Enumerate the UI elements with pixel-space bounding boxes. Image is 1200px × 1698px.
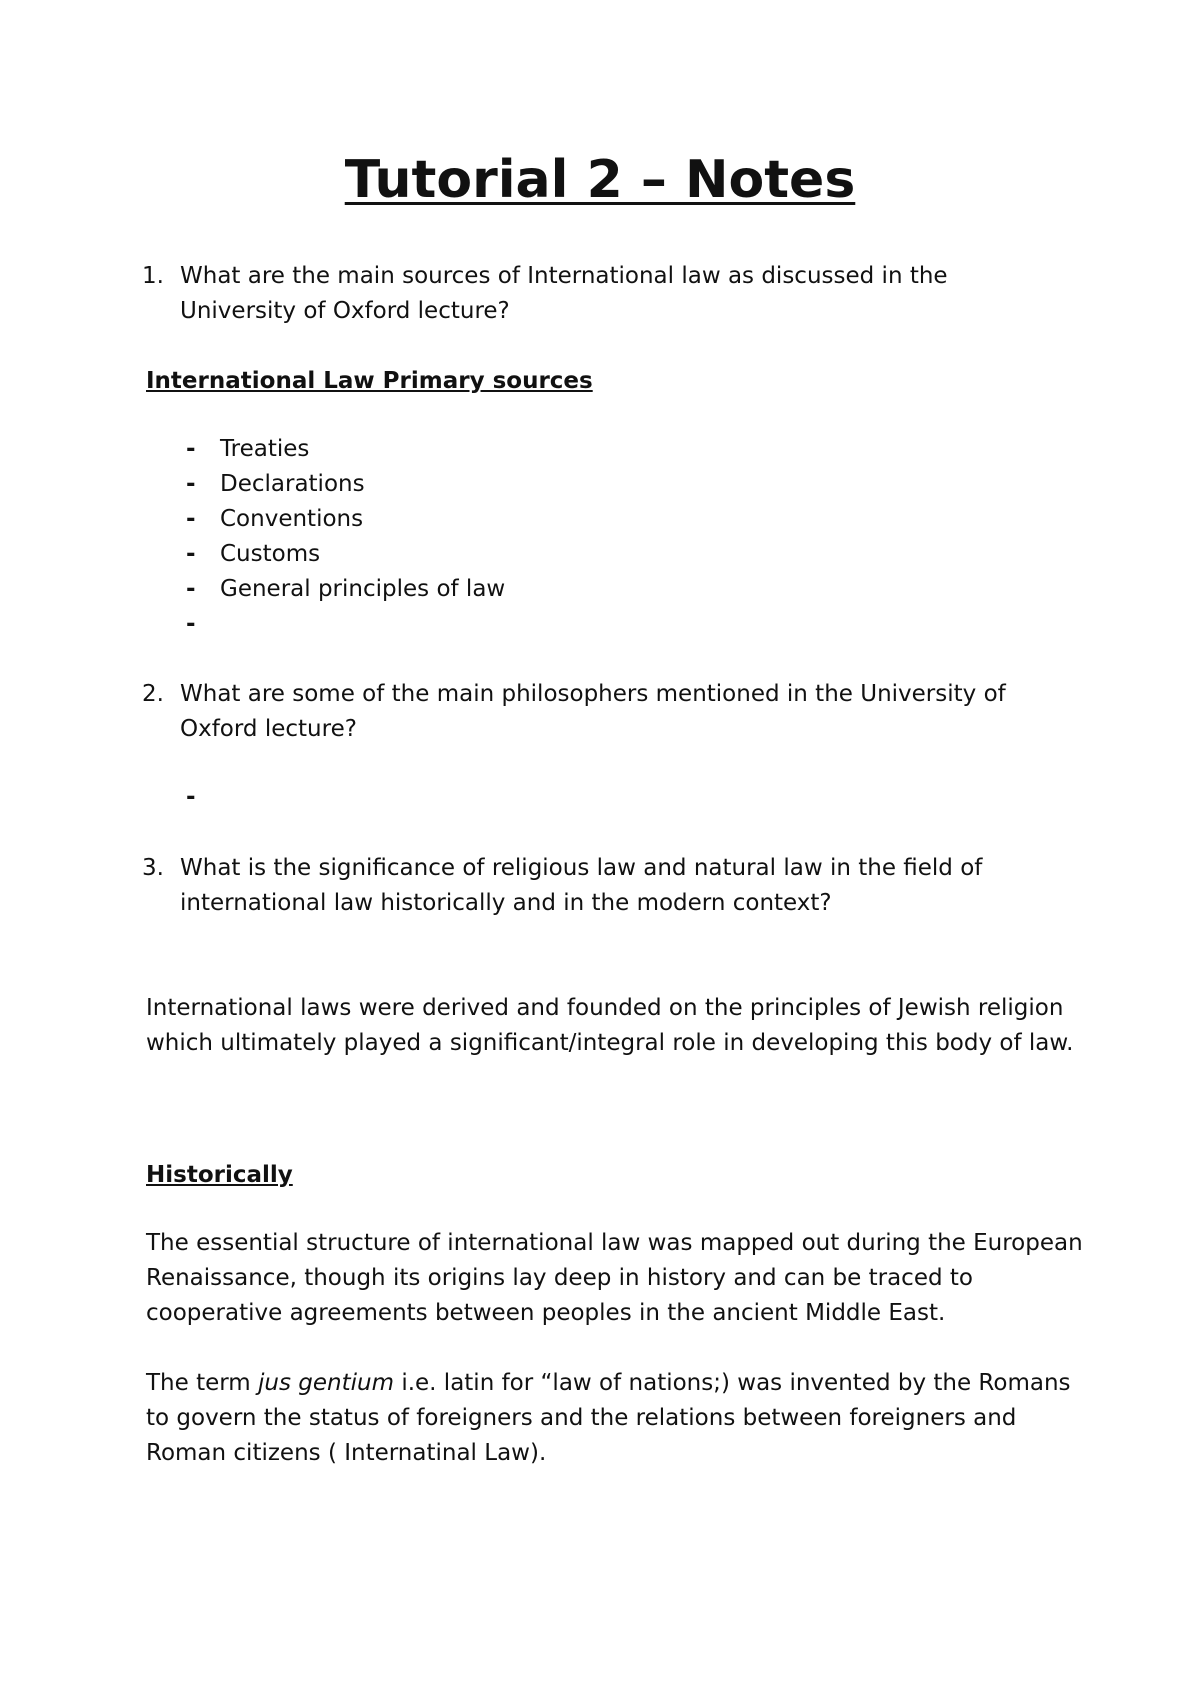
question-text: What is the significance of religious law and natural law in the field of international law historically and in the modern context? [180, 855, 983, 916]
question-3 [142, 851, 1060, 921]
primary-sources-list [146, 432, 505, 642]
primary-sources-heading: International Law Primary sources [146, 368, 593, 394]
question-text: What are some of the main philosophers mentioned in the University of Oxford lecture? [180, 681, 1006, 742]
bullet-dash: - [186, 576, 196, 602]
list-item [146, 607, 505, 642]
bullet-dash: - [186, 471, 196, 497]
bullet-dash: - [186, 611, 196, 637]
page-title: Tutorial 2 – Notes [344, 150, 856, 210]
list-item: - Declarations [146, 467, 505, 502]
list-item: - Treaties [146, 432, 505, 467]
question-2 [142, 677, 1060, 747]
list-item: - Conventions [146, 502, 505, 537]
question-number: 1. [142, 263, 164, 289]
question-number: 2. [142, 681, 164, 707]
question-number: 3. [142, 855, 164, 881]
historically-paragraph-2: The term jus gentium i.e. latin for “law of nations;) was invented by the Romans to govern the status of foreigners and the relations between foreigners and Roman citizens ( Internatinal Law). [146, 1370, 1071, 1466]
question-text: What are the main sources of International law as discussed in the University of Oxford lecture? [180, 263, 948, 324]
bullet-dash: - [186, 784, 196, 810]
historically-paragraph-1: The essential structure of international law was mapped out during the European Renaissance, though its origins lay deep in history and can be traced to cooperative agreements between peoples in the ancient Middle East. [146, 1230, 1083, 1326]
list-item: - Customs [146, 537, 505, 572]
question-1 [142, 259, 1060, 329]
bullet-dash: - [186, 541, 196, 567]
jus-gentium-term: jus gentium [258, 1370, 395, 1396]
bullet-dash: - [186, 436, 196, 462]
list-item: - General principles of law [146, 572, 505, 607]
bullet-dash: - [186, 506, 196, 532]
historically-heading: Historically [146, 1162, 293, 1188]
intro-paragraph: International laws were derived and founded on the principles of Jewish religion which ultimately played a significant/integral role in developing this body of law. [146, 995, 1074, 1056]
